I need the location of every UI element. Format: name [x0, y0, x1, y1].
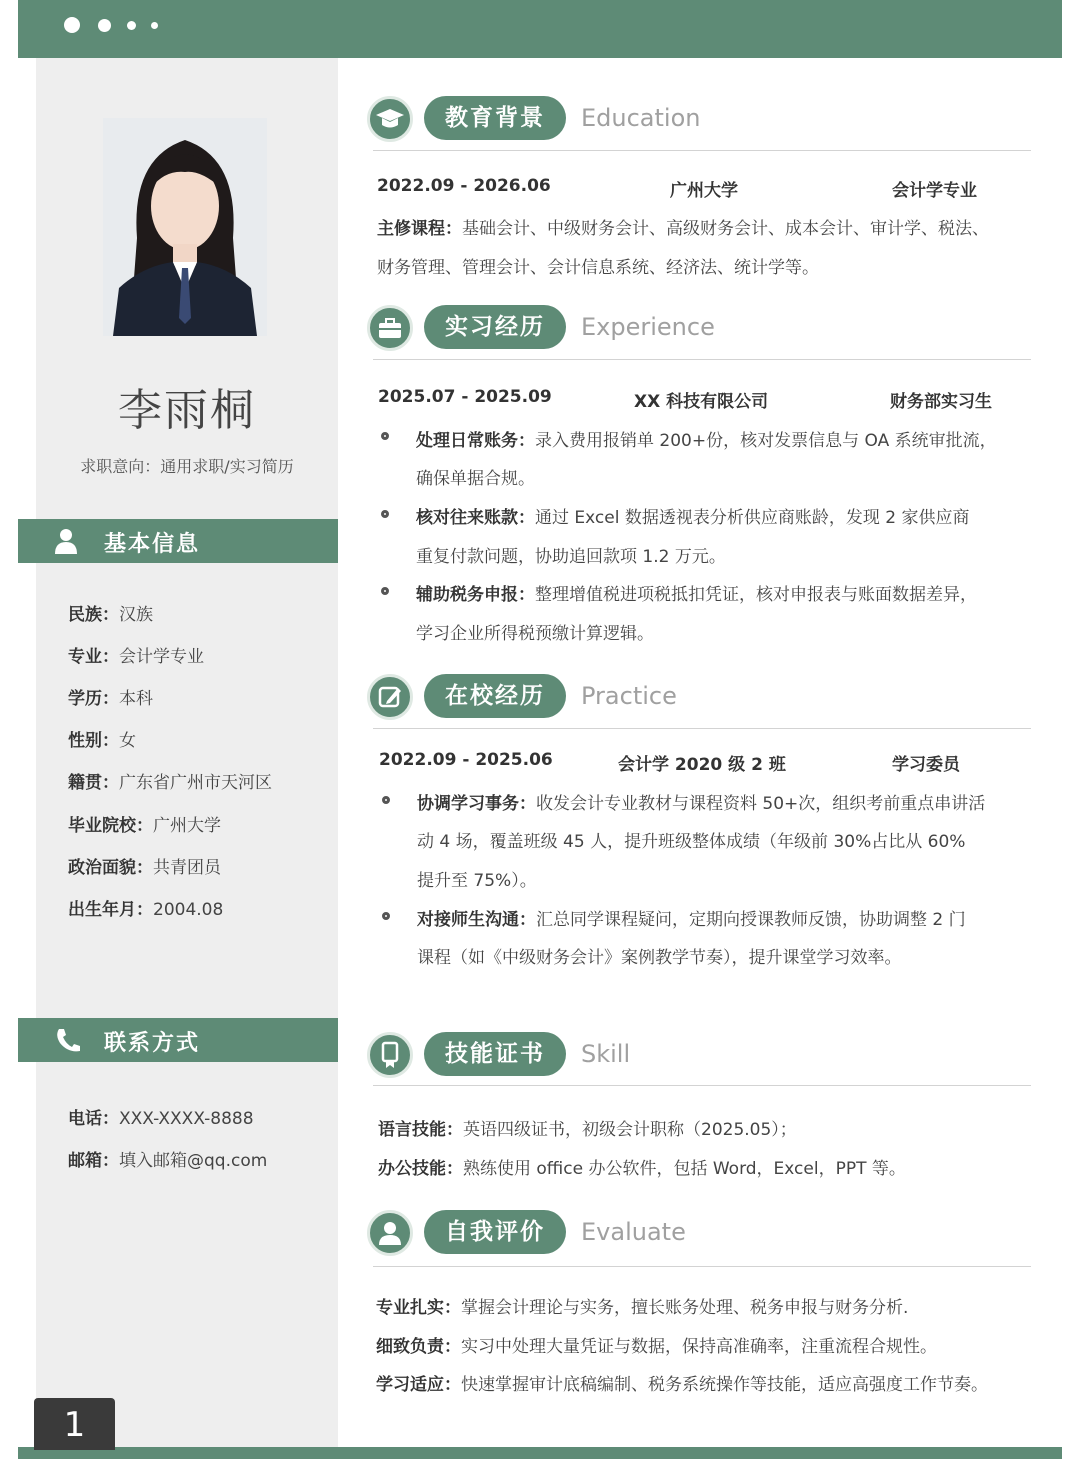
education-title: 教育背景: [424, 96, 566, 140]
briefcase-icon: [367, 305, 413, 351]
experience-item: 辅助税务申报：整理增值税进项税抵扣凭证，核对申报表与账面数据差异，: [416, 585, 977, 605]
contact-email: 邮箱：填入邮箱@qq.com: [68, 1151, 268, 1171]
evaluate-item: 细致负责：实习中处理大量凭证与数据，保持高准确率，注重流程合规性。: [376, 1337, 937, 1357]
profile-name: 李雨桐: [118, 385, 256, 436]
dot-icon: [98, 19, 111, 32]
education-en-title: Education: [581, 104, 701, 132]
practice-org: 会计学 2020 级 2 班: [618, 755, 786, 775]
skill-en-title: Skill: [581, 1040, 631, 1068]
education-courses: 主修课程：基础会计、中级财务会计、高级财务会计、成本会计、审计学、税法、: [377, 219, 989, 239]
divider: [373, 1085, 1031, 1086]
divider: [373, 1266, 1031, 1267]
experience-item-cont: 重复付款问题，协助追回款项 1.2 万元。: [416, 547, 726, 567]
bullet-icon: [381, 510, 389, 518]
practice-item-cont: 提升至 75%）。: [417, 871, 537, 891]
job-intent: 求职意向：通用求职/实习简历: [80, 457, 294, 476]
basic-info-title: 基本信息: [104, 532, 201, 557]
skill-language: 语言技能：英语四级证书，初级会计职称（2025.05）；: [378, 1120, 797, 1140]
practice-item: 协调学习事务：收发会计专业教材与课程资料 50+次，组织考前重点串讲活: [417, 794, 986, 814]
phone-icon: [54, 1027, 82, 1053]
experience-item: 核对往来账款：通过 Excel 数据透视表分析供应商账龄，发现 2 家供应商: [416, 508, 970, 528]
info-hometown: 籍贯：广东省广州市天河区: [68, 773, 272, 793]
dot-icon: [151, 22, 158, 29]
evaluate-item: 专业扎实：掌握会计理论与实务，擅长账务处理、税务申报与财务分析.: [376, 1298, 909, 1318]
basic-info-header: [18, 519, 338, 563]
contact-title: 联系方式: [104, 1031, 201, 1056]
user-icon: [54, 528, 82, 554]
divider: [373, 728, 1031, 729]
education-major: 会计学专业: [892, 181, 977, 201]
info-school: 毕业院校：广州大学: [68, 816, 221, 836]
experience-item: 处理日常账务：录入费用报销单 200+份，核对发票信息与 OA 系统审批流，: [416, 431, 997, 451]
bullet-icon: [382, 796, 390, 804]
skill-title: 技能证书: [424, 1032, 566, 1076]
practice-role: 学习委员: [892, 755, 960, 775]
experience-item-cont: 学习企业所得税预缴计算逻辑。: [416, 624, 654, 644]
evaluate-en-title: Evaluate: [581, 1218, 686, 1246]
info-political: 政治面貌：共青团员: [68, 858, 221, 878]
contact-phone: 电话：XXX-XXXX-8888: [68, 1109, 254, 1129]
info-gender: 性别：女: [68, 731, 136, 751]
evaluate-title: 自我评价: [424, 1210, 566, 1254]
person-icon: [367, 1210, 413, 1256]
info-birth: 出生年月：2004.08: [68, 900, 224, 920]
certificate-icon: [367, 1032, 413, 1078]
skill-office: 办公技能：熟练使用 office 办公软件，包括 Word，Excel，PPT 等。: [378, 1159, 906, 1179]
bottom-bar: [18, 1447, 1062, 1459]
divider: [373, 150, 1031, 151]
experience-title: 实习经历: [424, 305, 566, 349]
divider: [373, 359, 1031, 360]
practice-title: 在校经历: [424, 674, 566, 718]
practice-item-cont: 课程（如《中级财务会计》案例教学节奏），提升课堂学习效率。: [417, 948, 902, 968]
edit-icon: [367, 674, 413, 720]
practice-item: 对接师生沟通：汇总同学课程疑问，定期向授课教师反馈，协助调整 2 门: [417, 910, 966, 930]
education-school: 广州大学: [670, 181, 738, 201]
experience-company: XX 科技有限公司: [634, 392, 769, 412]
practice-item-cont: 动 4 场，覆盖班级 45 人，提升班级整体成绩（年级前 30%占比从 60%: [417, 832, 966, 852]
dot-icon: [64, 17, 80, 33]
experience-en-title: Experience: [581, 313, 715, 341]
education-period: 2022.09 - 2026.06: [377, 176, 551, 196]
bullet-icon: [381, 432, 389, 440]
practice-period: 2022.09 - 2025.06: [379, 750, 553, 770]
dot-icon: [127, 21, 136, 30]
info-major: 专业：会计学专业: [68, 647, 204, 667]
evaluate-item: 学习适应：快速掌握审计底稿编制、税务系统操作等技能，适应高强度工作节奏。: [376, 1375, 988, 1395]
bullet-icon: [382, 912, 390, 920]
education-courses-cont: 财务管理、管理会计、会计信息系统、经济法、统计学等。: [377, 258, 819, 278]
practice-en-title: Practice: [581, 682, 677, 710]
profile-photo: [103, 118, 267, 336]
experience-period: 2025.07 - 2025.09: [378, 387, 552, 407]
info-ethnicity: 民族：汉族: [68, 605, 153, 625]
experience-item-cont: 确保单据合规。: [416, 469, 535, 489]
bullet-icon: [381, 587, 389, 595]
top-bar: [18, 0, 1062, 58]
graduation-cap-icon: [367, 96, 413, 142]
info-degree: 学历：本科: [68, 689, 153, 709]
contact-header: [18, 1018, 338, 1062]
page-number: 1: [34, 1398, 115, 1450]
experience-role: 财务部实习生: [890, 392, 992, 412]
